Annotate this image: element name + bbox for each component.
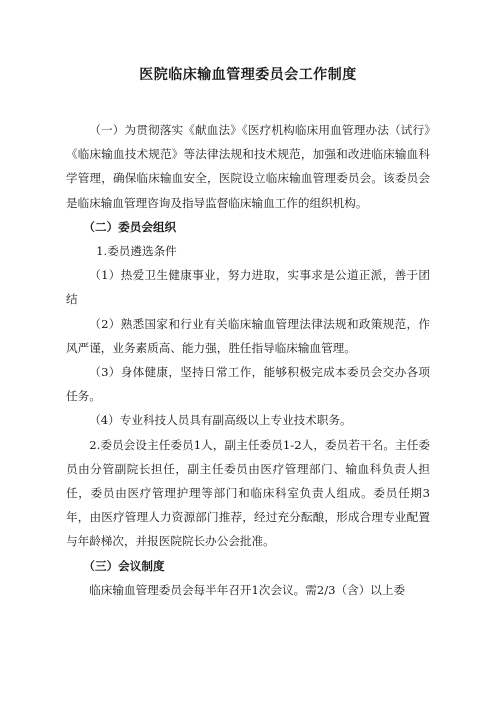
paragraph-selection-criteria: 1.委员遴选条件 bbox=[96, 244, 177, 259]
document-title: 医院临床输血管理委员会工作制度 bbox=[139, 67, 357, 83]
paragraph-criterion-2: （2）熟悉国家和行业有关临床输血管理法律法规和政策规范，作风严谨，业务素质高、能力强，胜任指导临床输血管理。 bbox=[66, 316, 430, 355]
paragraph-purpose: （一）为贯彻落实《献血法》《医疗机构临床用血管理办法（试行》《临床输血技术规范》等法律法规和技术规范，加强和改进临床输血科学管理，确保临床输血安全，医院设立临床输血管理委员会。该委员会是临床输血管理咨询及指导监督临床输血工作的组织机构。 bbox=[66, 123, 430, 210]
section-heading-meetings: （三）会议制度 bbox=[83, 558, 165, 573]
paragraph-committee-composition: 2.委员会设主任委员1人，副主任委员1-2人，委员若干名。主任委员由分管副院长担任，副主任委员由医疗管理部门、输血科负责人担任，委员由医疗管理护理等部门和临床科室负责人组成。委员任期3年，由医疗管理人力资源部门推荐，经过充分酝酿，形成合理专业配置与年龄梯次，并报医院院长办公会批准。 bbox=[66, 437, 430, 549]
section-heading-organization: （二）委员会组织 bbox=[83, 219, 177, 234]
paragraph-criterion-4: （4）专业科技人员具有副高级以上专业技术职务。 bbox=[89, 413, 352, 428]
paragraph-meeting-frequency: 临床输血管理委员会每半年召开1次会议。需2/3（含）以上委 bbox=[89, 582, 406, 597]
document-body bbox=[66, 118, 430, 602]
paragraph-criterion-1: （1）热爱卫生健康事业，努力进取，实事求是公道正派，善于团结 bbox=[66, 268, 430, 307]
paragraph-criterion-3: （3）身体健康，坚持日常工作，能够积极完成本委员会交办各项任务。 bbox=[66, 365, 430, 404]
